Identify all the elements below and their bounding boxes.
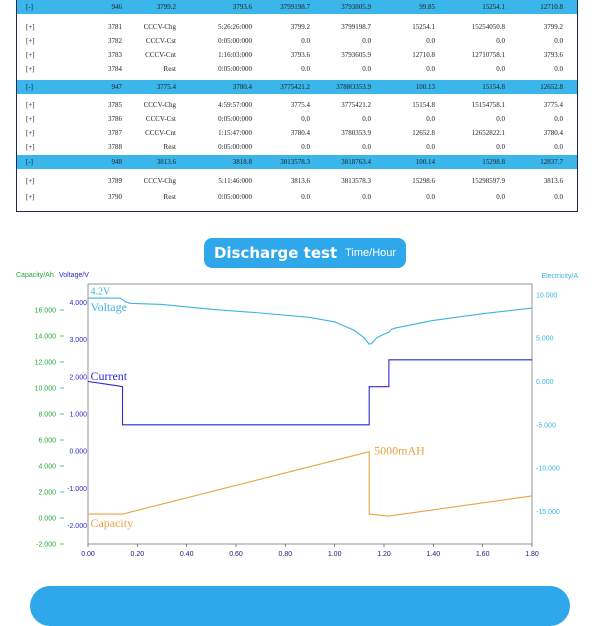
voltage-axis-label: Voltage/V [59, 272, 89, 279]
table-cell: 3784 [108, 65, 122, 73]
table-cell: 0.0 [426, 143, 435, 151]
table-cell: CCCV-Chg [143, 23, 176, 31]
table-cell: CCCV-Cnt [145, 51, 176, 59]
capacity-tick-label: -2.000 [36, 541, 56, 549]
table-cell: 3813.6 [290, 177, 310, 185]
expand-toggle[interactable]: [+] [26, 115, 35, 123]
table-row [17, 48, 577, 62]
table-cell: 3775.4 [156, 83, 176, 91]
table-cell: CCCV-Cst [145, 115, 176, 123]
table-cell: 3799.2 [156, 3, 176, 11]
table-cell: 0.0 [362, 143, 371, 151]
table-cell: 12710758.1 [471, 51, 505, 59]
table-cell: 3788O353.9 [336, 83, 371, 91]
table-cell: CCCV-Chg [143, 101, 176, 109]
voltage-tick-label: 3.000 [69, 337, 87, 345]
capacity-tick-label: 4.000 [38, 463, 56, 471]
table-cell: CCCV-Cst [145, 37, 176, 45]
table-cell: 0.0 [362, 65, 371, 73]
table-cell: 5:26:26:000 [218, 23, 252, 31]
table-cell: 1:15:47:000 [218, 129, 252, 137]
series-current-line [88, 360, 532, 425]
expand-toggle[interactable]: [+] [26, 193, 35, 201]
table-cell: 15254.1 [482, 3, 505, 11]
expand-toggle[interactable]: [-] [26, 3, 33, 11]
table-cell: 15298597.9 [471, 177, 505, 185]
table-cell: 12652.8 [412, 129, 435, 137]
table-cell: 3818763.4 [341, 158, 371, 166]
expand-toggle[interactable]: [+] [26, 51, 35, 59]
table-cell: 3793605.9 [341, 51, 371, 59]
table-cell: 12837.7 [540, 158, 563, 166]
table-cell: 0:05:00:000 [218, 143, 252, 151]
current-tick-label: -5.000 [536, 422, 556, 430]
table-row [17, 98, 577, 112]
table-cell: 3790 [108, 193, 122, 201]
voltage-tick-label: 0.000 [69, 448, 87, 456]
chart-title-pill [204, 238, 406, 268]
table-row [17, 20, 577, 34]
voltage-tick-label: -1.000 [67, 485, 87, 493]
capacity-axis-label: Capacity/Ah [16, 272, 54, 279]
table-group-row [17, 80, 577, 94]
table-group-row [17, 155, 577, 169]
bottom-banner [30, 586, 570, 626]
x-tick-label: 0.20 [130, 551, 145, 558]
table-cell: 0.0 [554, 115, 563, 123]
expand-toggle[interactable]: [-] [26, 83, 33, 91]
table-cell: 0.0 [496, 143, 505, 151]
table-cell: 3818.8 [232, 158, 252, 166]
table-cell: 0.0 [301, 143, 310, 151]
capacity-tick-label: 10.000 [34, 385, 56, 393]
table-cell: 99.85 [419, 3, 435, 11]
table-cell: 0.0 [496, 115, 505, 123]
annotation-4-2v: 4.2V [90, 286, 111, 298]
table-group-row [17, 0, 577, 14]
table-cell: 100.14 [415, 158, 435, 166]
table-cell: 1:16:03:000 [218, 51, 252, 59]
table-cell: 3775.4 [290, 101, 310, 109]
table-cell: 4:59:57:000 [218, 101, 252, 109]
table-cell: 15154.8 [482, 83, 505, 91]
table-cell: 0.0 [426, 115, 435, 123]
voltage-tick-label: 2.000 [69, 374, 87, 382]
current-axis-label: Electricity/A [541, 273, 578, 280]
table-cell: 3787 [108, 129, 122, 137]
table-cell: 3781 [108, 23, 122, 31]
table-cell: 0:05:00:000 [218, 37, 252, 45]
expand-toggle[interactable]: [+] [26, 143, 35, 151]
table-cell: 3813.6 [156, 158, 176, 166]
table-cell: 15298.6 [412, 177, 435, 185]
table-row [17, 140, 577, 154]
expand-toggle[interactable]: [+] [26, 129, 35, 137]
table-cell: 12652822.1 [471, 129, 505, 137]
table-cell: 15154.8 [412, 101, 435, 109]
table-cell: 0.0 [301, 193, 310, 201]
table-cell: 3775421.2 [280, 83, 310, 91]
results-table [16, 0, 578, 212]
expand-toggle[interactable]: [+] [26, 65, 35, 73]
table-cell: 0.0 [496, 65, 505, 73]
table-row [17, 190, 577, 204]
table-row [17, 126, 577, 140]
table-cell: 3780.4 [232, 83, 252, 91]
table-cell: 3775421.2 [341, 101, 371, 109]
current-tick-label: 10.000 [536, 292, 558, 300]
table-cell: CCCV-Chg [143, 177, 176, 185]
expand-toggle[interactable]: [-] [26, 158, 33, 166]
table-cell: 3775.4 [543, 101, 563, 109]
table-cell: 0.0 [362, 115, 371, 123]
table-cell: 0.0 [301, 115, 310, 123]
expand-toggle[interactable]: [+] [26, 23, 35, 31]
x-tick-label: 0.00 [81, 551, 95, 558]
table-row [17, 34, 577, 48]
table-cell: 15154758.1 [471, 101, 505, 109]
table-cell: 15254050.8 [471, 23, 505, 31]
x-tick-label: 1.80 [525, 551, 539, 558]
table-cell: 3799.2 [543, 23, 563, 31]
x-tick-label: 1.20 [377, 551, 391, 558]
current-tick-label: 5.000 [536, 335, 554, 343]
table-cell: 0.0 [426, 37, 435, 45]
capacity-tick-label: 14.000 [34, 333, 56, 341]
table-cell: 100.13 [415, 83, 435, 91]
table-cell: 0.0 [426, 193, 435, 201]
table-cell: 3799.2 [290, 23, 310, 31]
table-cell: 12710.8 [540, 3, 563, 11]
table-cell: 3793.6 [290, 51, 310, 59]
table-cell: Rest [163, 193, 176, 201]
table-cell: 3813.6 [543, 177, 563, 185]
table-cell: 15298.8 [482, 158, 505, 166]
annotation-voltage: Voltage [90, 300, 127, 315]
table-cell: 0.0 [496, 193, 505, 201]
current-tick-label: -15.000 [536, 509, 560, 516]
table-cell: 0.0 [301, 37, 310, 45]
table-cell: 3813578.3 [341, 177, 371, 185]
table-cell: 0.0 [301, 65, 310, 73]
table-cell: 0.0 [362, 37, 371, 45]
annotation-5000mah: 5000mAH [374, 443, 425, 458]
table-cell: 3786 [108, 115, 122, 123]
voltage-tick-label: 4.000 [69, 300, 87, 308]
table-cell: 3793.6 [232, 3, 252, 11]
table-row [17, 112, 577, 126]
table-cell: 947 [111, 83, 122, 91]
chart-title: Discharge test [213, 244, 338, 262]
table-cell: Rest [163, 143, 176, 151]
table-cell: 0:05:00:000 [218, 65, 252, 73]
x-tick-label: 0.60 [229, 551, 243, 558]
table-cell: 3813578.3 [280, 158, 310, 166]
table-cell: 3793.6 [543, 51, 563, 59]
x-tick-label: 0.80 [278, 551, 293, 558]
table-cell: 0:05:00:000 [218, 193, 252, 201]
table-cell: 3783 [108, 51, 122, 59]
x-tick-label: 1.60 [475, 551, 490, 558]
expand-toggle[interactable]: [+] [26, 101, 35, 109]
annotation-capacity: Capacity [90, 516, 134, 531]
table-cell: Rest [163, 65, 176, 73]
expand-toggle[interactable]: [+] [26, 177, 35, 185]
table-cell: 12710.8 [412, 51, 435, 59]
table-row [17, 62, 577, 76]
table-cell: 0:05:00:000 [218, 115, 252, 123]
table-cell: 0.0 [554, 143, 563, 151]
table-row [17, 174, 577, 188]
current-tick-label: 0.000 [536, 379, 554, 386]
series-voltage-line [88, 298, 532, 344]
table-cell: 3799198.7 [280, 3, 310, 11]
table-cell: CCCV-Cnt [145, 129, 176, 137]
table-cell: 15254.1 [412, 23, 435, 31]
table-cell: 0.0 [554, 65, 563, 73]
table-cell: 3780.4 [290, 129, 310, 137]
x-tick-label: 0.40 [179, 551, 194, 558]
table-cell: 0.0 [362, 193, 371, 201]
table-cell: 12652.8 [540, 83, 563, 91]
table-cell: 3789 [108, 177, 122, 185]
x-tick-label: 1.00 [327, 551, 342, 558]
table-cell: 3799198.7 [341, 23, 371, 31]
chart-subtitle: Time/Hour [345, 247, 397, 259]
current-tick-label: -10.000 [536, 465, 560, 473]
x-tick-label: 1.40 [426, 551, 441, 558]
capacity-tick-label: 12.000 [34, 359, 56, 367]
capacity-tick-label: 16.000 [34, 307, 56, 315]
table-cell: 0.0 [496, 37, 505, 45]
annotation-current: Current [90, 368, 128, 383]
voltage-tick-label: -2.000 [67, 522, 87, 530]
capacity-tick-label: 6.000 [38, 437, 56, 445]
table-cell: 946 [111, 3, 122, 11]
table-cell: 3785 [108, 101, 122, 109]
capacity-tick-label: 8.000 [38, 411, 56, 419]
table-cell: 3780353.9 [341, 129, 371, 137]
table-cell: 5:11:46:000 [218, 177, 252, 185]
table-cell: 0.0 [554, 37, 563, 45]
discharge-chart [0, 266, 600, 566]
table-cell: 3782 [108, 37, 122, 45]
table-cell: 3780.4 [543, 129, 563, 137]
table-cell: 948 [111, 158, 122, 166]
table-cell: 3788 [108, 143, 122, 151]
series-capacity-line [88, 452, 532, 516]
table-cell: 0.0 [554, 193, 563, 201]
capacity-tick-label: 2.000 [38, 489, 56, 497]
expand-toggle[interactable]: [+] [26, 37, 35, 45]
table-cell: 0.0 [426, 65, 435, 73]
voltage-tick-label: 1.000 [69, 411, 87, 419]
table-cell: 3793805.9 [341, 3, 371, 11]
capacity-tick-label: 0.000 [38, 515, 56, 523]
